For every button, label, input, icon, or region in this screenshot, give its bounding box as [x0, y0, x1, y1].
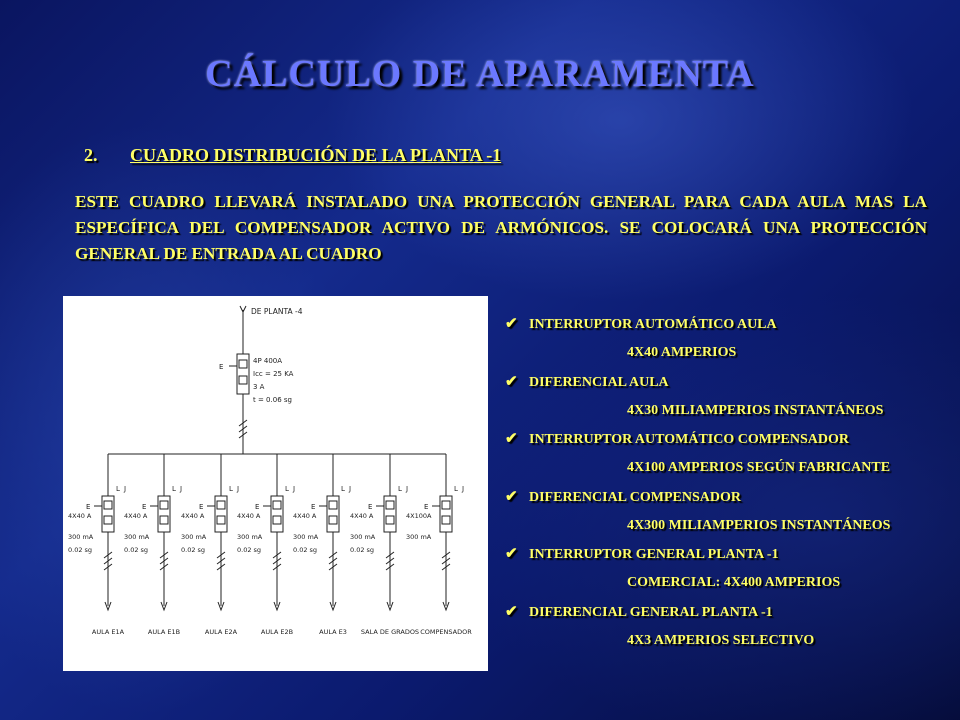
branch-name: SALA DE GRADOS: [360, 628, 420, 636]
item-detail: 4X300 MILIAMPERIOS INSTANTÁNEOS: [627, 517, 891, 533]
branch-letter-j: J: [293, 485, 296, 493]
section-number: 2.: [84, 145, 98, 165]
main-breaker-rating: 4P 400A: [253, 357, 283, 365]
item-detail: COMERCIAL: 4X400 AMPERIOS: [627, 575, 841, 590]
branch-breaker-element: [160, 501, 168, 509]
branch-rcd-element: [329, 516, 337, 524]
item-label: INTERRUPTOR AUTOMÁTICO AULA: [529, 317, 777, 332]
branch-rcd-element: [104, 516, 112, 524]
branch-rcd-sensitivity: 300 mA: [293, 533, 319, 541]
branch-letter-e: E: [424, 503, 429, 511]
branch-letter-l: L: [172, 485, 176, 493]
diagram-svg: [63, 296, 488, 671]
branch-rcd-sensitivity: 300 mA: [181, 533, 207, 541]
item-label: DIFERENCIAL GENERAL PLANTA -1: [529, 604, 773, 620]
list-item: [505, 429, 945, 487]
branch-rcd-element: [160, 516, 168, 524]
branch-letter-j: J: [180, 485, 183, 493]
branch-letter-e: E: [311, 503, 316, 511]
branch-letter-e: E: [86, 503, 91, 511]
branch-letter-j: J: [462, 485, 465, 493]
branch-rcd-element: [442, 516, 450, 524]
cable-tick-marks: [160, 552, 168, 570]
branch-letter-l: L: [454, 485, 458, 493]
list-item: [505, 487, 945, 545]
description-paragraph: ESTE CUADRO LLEVARÁ INSTALADO UNA PROTECCIÓN GENERAL PARA CADA AULA MAS LA ESPECÍFICA DEL COMPENSADOR ACTIVO DE ARMÓNICOS. SE COLOCARÁ UNA PROTECCIÓN GENERAL DE ENTRADA AL CUADRO: [75, 192, 927, 263]
branch-letter-l: L: [285, 485, 289, 493]
branch-letter-e: E: [199, 503, 204, 511]
branch-rcd-sensitivity: 300 mA: [68, 533, 94, 541]
branch-letter-l: L: [341, 485, 345, 493]
main-rcd-time: t = 0.06 sg: [253, 396, 292, 404]
checkmark-icon: ✔: [505, 488, 518, 505]
branch-rcd-sensitivity: 300 mA: [350, 533, 376, 541]
checkmark-icon: ✔: [505, 546, 518, 562]
item-detail: 4X40 AMPERIOS: [627, 345, 737, 360]
item-detail: 4X100 AMPERIOS SEGÚN FABRICANTE: [627, 460, 891, 475]
feeder-arrow: [240, 306, 246, 312]
branch-name: AULA E1B: [147, 628, 181, 636]
branch-letter-j: J: [406, 485, 409, 493]
branch-breaker-element: [442, 501, 450, 509]
section-heading: [84, 145, 501, 166]
branch-letter-j: J: [124, 485, 127, 493]
branch-breaker-rating: 4X40 A: [350, 512, 374, 520]
item-label: INTERRUPTOR AUTOMÁTICO COMPENSADOR: [529, 432, 849, 447]
main-breaker-icc: Icc = 25 KA: [253, 370, 294, 378]
branch-breaker-rating: 4X100A: [406, 512, 432, 520]
list-item: [505, 544, 945, 602]
item-detail: 4X3 AMPERIOS SELECTIVO: [627, 632, 815, 648]
branch-rcd-element: [273, 516, 281, 524]
cable-tick-marks: [329, 552, 337, 570]
branch-rcd-element: [217, 516, 225, 524]
list-item: [505, 602, 945, 660]
item-label: DIFERENCIAL AULA: [529, 374, 669, 390]
cable-tick-marks: [217, 552, 225, 570]
branch-letter-e: E: [368, 503, 373, 511]
branch-rcd-sensitivity: 300 mA: [237, 533, 263, 541]
branch-rcd-sensitivity: 300 mA: [406, 533, 432, 541]
branch-breaker-rating: 4X40 A: [68, 512, 92, 520]
branch-name: COMPENSADOR: [420, 628, 472, 636]
branch-letter-l: L: [229, 485, 233, 493]
branch-name: AULA E2A: [204, 628, 238, 636]
cable-tick-marks: [386, 552, 394, 570]
checkmark-icon: ✔: [505, 431, 518, 447]
branch-rcd-time: 0.02 sg: [181, 546, 206, 554]
branch-rcd-time: 0.02 sg: [350, 546, 375, 554]
list-item: [505, 314, 945, 372]
main-rcd-element: [239, 376, 247, 384]
branch-rcd-time: 0.02 sg: [293, 546, 318, 554]
source-label: DE PLANTA -4: [251, 307, 303, 316]
branch-letter-e: E: [255, 503, 260, 511]
main-breaker-element: [239, 360, 247, 368]
cable-tick-marks: [239, 420, 247, 438]
main-breaker-letter: E: [219, 363, 224, 371]
branch-breaker-element: [273, 501, 281, 509]
cable-tick-marks: [104, 552, 112, 570]
single-line-diagram: [63, 296, 488, 671]
section-heading-text: CUADRO DISTRIBUCIÓN DE LA PLANTA -1: [130, 145, 502, 165]
cable-tick-marks: [442, 552, 450, 570]
branch-name: AULA E3: [319, 628, 347, 636]
branch-rcd-element: [386, 516, 394, 524]
branch-letter-l: L: [398, 485, 402, 493]
item-label: DIFERENCIAL COMPENSADOR: [529, 489, 741, 505]
branch-breaker-rating: 4X40 A: [124, 512, 148, 520]
checkmark-icon: ✔: [505, 603, 518, 620]
branch-name: AULA E1A: [91, 628, 125, 636]
branch-breaker-element: [217, 501, 225, 509]
branch-rcd-time: 0.02 sg: [68, 546, 93, 554]
branch-breaker-element: [329, 501, 337, 509]
branch-breaker-element: [386, 501, 394, 509]
branch-breaker-element: [104, 501, 112, 509]
checkmark-icon: ✔: [505, 373, 518, 390]
cable-tick-marks: [273, 552, 281, 570]
slide-title: CÁLCULO DE APARAMENTA: [205, 53, 755, 95]
checkmark-icon: ✔: [505, 316, 518, 332]
main-rcd-sensitivity: 3 A: [253, 383, 265, 391]
branch-breaker-rating: 4X40 A: [237, 512, 261, 520]
branch-name: AULA E2B: [260, 628, 294, 636]
branch-rcd-sensitivity: 300 mA: [124, 533, 150, 541]
branch-letter-j: J: [237, 485, 240, 493]
item-label: INTERRUPTOR GENERAL PLANTA -1: [529, 547, 779, 562]
branch-letter-j: J: [349, 485, 352, 493]
branch-rcd-time: 0.02 sg: [124, 546, 149, 554]
branch-breaker-rating: 4X40 A: [293, 512, 317, 520]
branch-rcd-time: 0.02 sg: [237, 546, 262, 554]
protection-list: [505, 314, 945, 659]
item-detail: 4X30 MILIAMPERIOS INSTANTÁNEOS: [627, 402, 884, 418]
branch-letter-e: E: [142, 503, 147, 511]
list-item: [505, 372, 945, 430]
branch-breaker-rating: 4X40 A: [181, 512, 205, 520]
branch-letter-l: L: [116, 485, 120, 493]
